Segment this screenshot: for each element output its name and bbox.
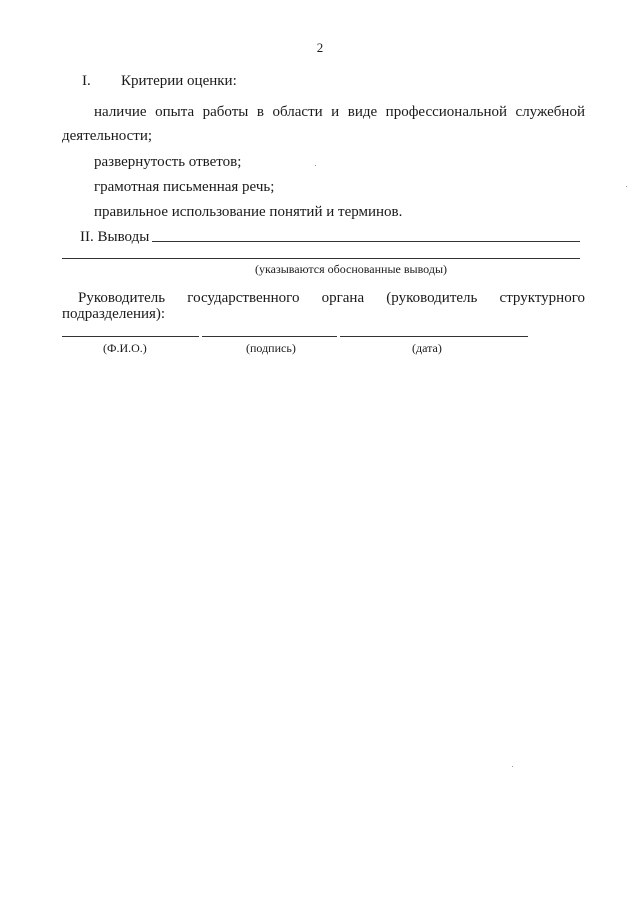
signature-underline bbox=[202, 336, 337, 337]
scan-speck bbox=[315, 165, 316, 166]
page-number: 2 bbox=[316, 40, 324, 55]
criterion-terminology: правильное использование понятий и терминов. bbox=[94, 204, 403, 220]
conclusions-underline-2 bbox=[62, 258, 580, 259]
signature-caption: (подпись) bbox=[246, 341, 296, 355]
conclusions-caption: (указываются обоснованные выводы) bbox=[255, 262, 447, 276]
criterion-experience-line1: наличие опыта работы в области и виде профессиональной служебной bbox=[94, 104, 585, 120]
name-caption: (Ф.И.О.) bbox=[103, 341, 147, 355]
criterion-writing: грамотная письменная речь; bbox=[94, 179, 275, 195]
conclusions-underline-1 bbox=[152, 241, 580, 242]
section-2-label: II. Выводы bbox=[80, 229, 150, 245]
section-1-title: Критерии оценки: bbox=[121, 73, 237, 89]
scan-speck bbox=[626, 186, 627, 187]
criterion-experience-line2: деятельности; bbox=[62, 128, 153, 144]
section-1-numeral: I. bbox=[82, 73, 91, 89]
scan-speck bbox=[512, 766, 513, 767]
date-underline bbox=[340, 336, 528, 337]
criterion-completeness: развернутость ответов; bbox=[94, 154, 242, 170]
signature-title-line2: подразделения): bbox=[62, 306, 166, 322]
name-underline bbox=[62, 336, 199, 337]
signature-title-line1: Руководитель государственного органа (руководитель структурного bbox=[78, 290, 585, 306]
date-caption: (дата) bbox=[412, 341, 442, 355]
